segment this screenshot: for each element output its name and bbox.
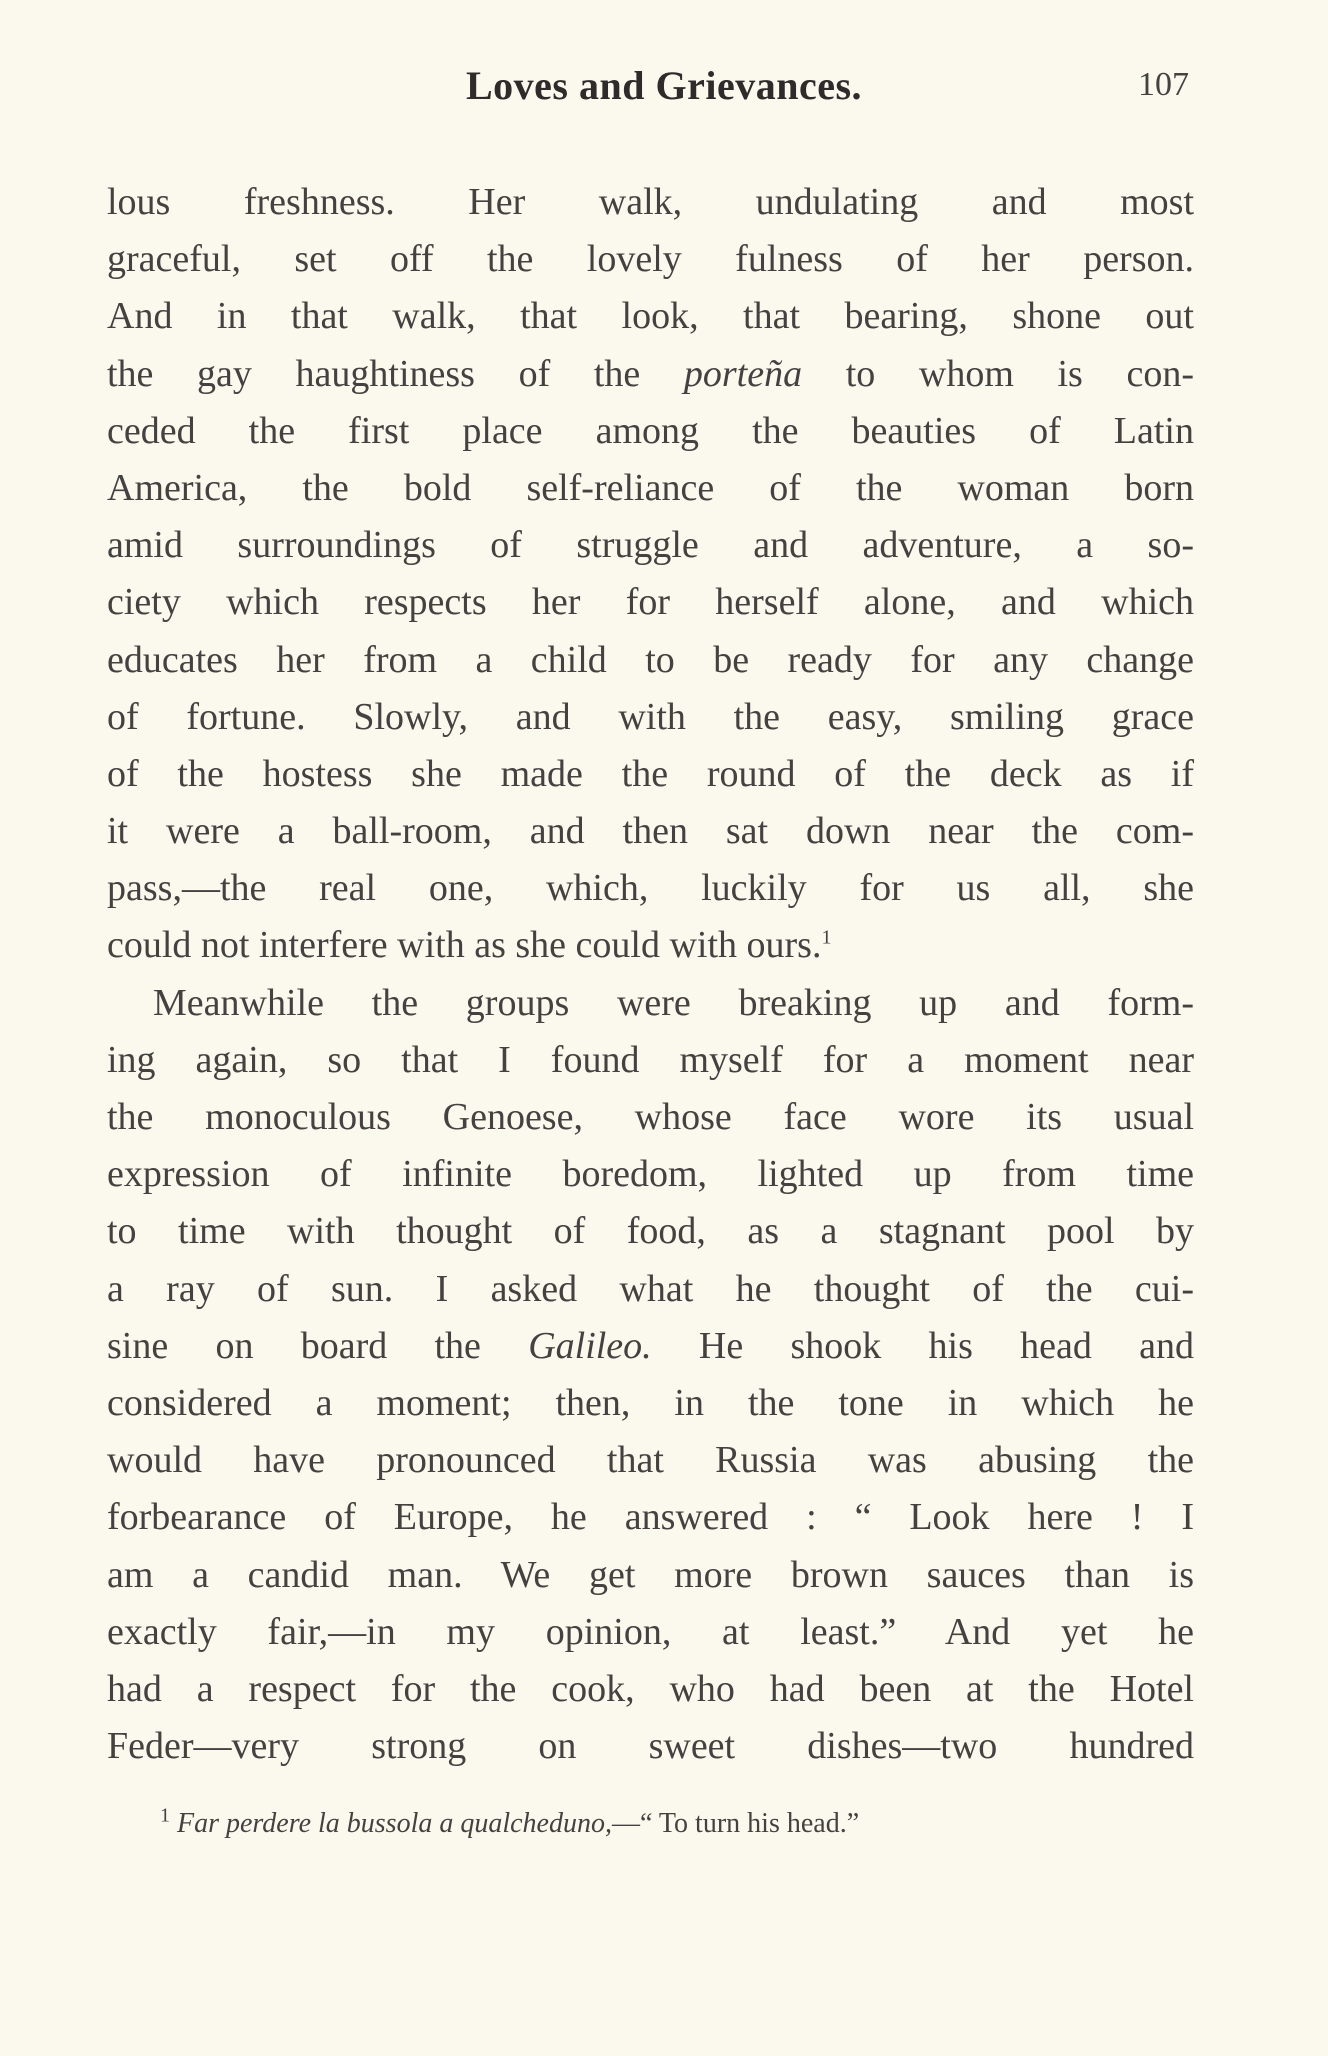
text-line [107, 975, 1194, 1032]
line-text: could not interfere with as she could with ours. [107, 924, 822, 967]
line-text: had a respect for the cook, who had been at the Hotel [107, 1667, 1194, 1710]
line-text: the gay haughtiness of the [107, 352, 684, 395]
line-text: would have pronounced that Russia was abusing the [107, 1439, 1194, 1482]
line-text: ceded the first place among the beauties of Latin [107, 409, 1194, 452]
text-line [107, 403, 1194, 460]
running-title: Loves and Grievances. [465, 63, 863, 108]
line-text: to whom is con- [802, 352, 1194, 395]
footnote-reference: 1 [821, 926, 832, 949]
text-line [107, 632, 1194, 689]
line-text: lous freshness. Her walk, undulating and most [107, 181, 1194, 223]
line-text: Feder—very strong on sweet dishes—two hundred [107, 1725, 1194, 1768]
italic-text: Galileo. [528, 1324, 652, 1367]
footnote-italic: Far perdere la bussola a qualcheduno, [177, 1808, 612, 1839]
text-line [107, 860, 1194, 917]
line-text: expression of infinite boredom, lighted up from time [107, 1153, 1194, 1196]
line-text: America, the bold self-reliance of the woman born [107, 466, 1194, 509]
text-line [107, 917, 1194, 974]
text-line [107, 574, 1194, 631]
text-line [107, 803, 1194, 860]
line-text: graceful, set off the lovely fulness of her person. [107, 238, 1194, 281]
footnote [160, 1804, 860, 1840]
text-line [107, 460, 1194, 517]
line-text: considered a moment; then, in the tone in which he [107, 1381, 1194, 1424]
footnote-text: —“ To turn his head.” [611, 1808, 860, 1839]
line-text: exactly fair,—in my opinion, at least.” And yet he [107, 1610, 1194, 1653]
text-line [107, 346, 1194, 403]
text-line [107, 1261, 1194, 1318]
text-line [107, 1203, 1194, 1260]
page-header [0, 62, 1328, 122]
text-line [107, 288, 1194, 345]
text-line [107, 1547, 1194, 1604]
line-text: of fortune. Slowly, and with the easy, smiling grace [107, 695, 1194, 738]
body-text [107, 174, 1194, 1775]
line-text: He shook his head and [651, 1324, 1194, 1367]
line-text: to time with thought of food, as a stagnant pool by [107, 1210, 1194, 1253]
text-line [107, 1661, 1194, 1718]
text-line [107, 1489, 1194, 1546]
text-line [107, 1318, 1194, 1375]
footnote-marker: 1 [160, 1804, 170, 1827]
line-text: educates her from a child to be ready for any change [107, 638, 1194, 681]
text-line [107, 1032, 1194, 1089]
text-line [107, 174, 1194, 231]
text-line [107, 1375, 1194, 1432]
line-text: Meanwhile the groups were breaking up and form- [153, 981, 1194, 1024]
line-text: am a candid man. We get more brown sauces than is [107, 1553, 1194, 1596]
line-text: amid surroundings of struggle and adventure, a so- [107, 524, 1194, 567]
text-line [107, 1089, 1194, 1146]
text-line [107, 231, 1194, 288]
text-line [107, 746, 1194, 803]
text-line [107, 517, 1194, 574]
text-line [107, 1432, 1194, 1489]
line-text: ciety which respects her for herself alone, and which [107, 581, 1194, 624]
text-line [107, 1146, 1194, 1203]
line-text: And in that walk, that look, that bearing, shone out [107, 295, 1194, 338]
line-text: the monoculous Genoese, whose face wore its usual [107, 1096, 1194, 1138]
line-text: of the hostess she made the round of the deck as if [107, 752, 1194, 795]
line-text: sine on board the [107, 1324, 529, 1367]
italic-text: porteña [683, 352, 803, 395]
text-line [107, 1718, 1194, 1775]
line-text: a ray of sun. I asked what he thought of the cui- [107, 1267, 1194, 1310]
line-text: forbearance of Europe, he answered : “ Look here ! I [107, 1496, 1194, 1539]
line-text: it were a ball-room, and then sat down near the com- [107, 810, 1194, 853]
page-number: 107 [1138, 66, 1189, 103]
text-line [107, 1604, 1194, 1661]
line-text: pass,—the real one, which, luckily for us all, she [107, 867, 1194, 910]
line-text: ing again, so that I found myself for a moment near [107, 1038, 1194, 1081]
text-line [107, 689, 1194, 746]
